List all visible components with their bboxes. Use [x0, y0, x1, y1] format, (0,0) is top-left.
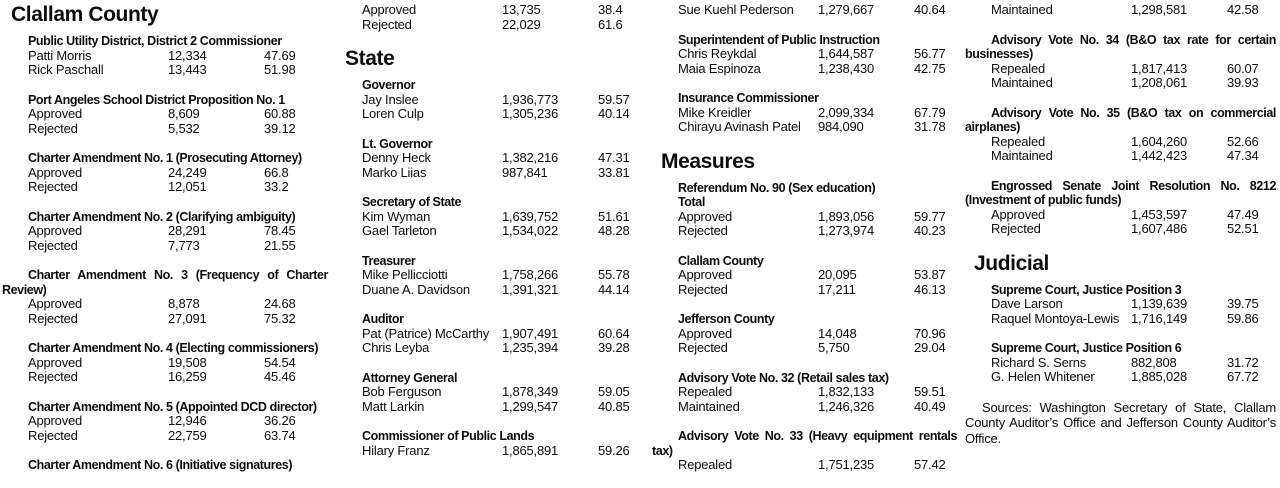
contest-continuation — [652, 3, 957, 18]
vote-percent: 57.42 — [914, 457, 946, 472]
candidate-name: Approved — [28, 296, 83, 311]
contest-title: Attorney General — [362, 370, 458, 385]
candidate-name: Raquel Montoya-Lewis — [991, 310, 1120, 326]
vote-count: 1,139,639 — [1131, 296, 1188, 311]
candidate-name: Rejected — [678, 340, 728, 355]
vote-count: 1,885,028 — [1131, 369, 1188, 384]
vote-percent: 36.26 — [264, 413, 296, 428]
vote-count: 1,298,581 — [1131, 2, 1188, 17]
candidate-name: Rejected — [28, 237, 78, 253]
vote-percent: 46.13 — [914, 281, 946, 297]
candidate-name: Repealed — [991, 133, 1046, 149]
contest-title: Engrossed Senate Joint Resolution No. 8212 (Investment of public funds) — [965, 178, 1276, 207]
candidate-name: Hilary Franz — [362, 442, 430, 458]
contest-block — [2, 268, 328, 326]
result-row — [362, 210, 644, 225]
vote-count: 1,865,891 — [502, 442, 559, 458]
contest-block — [336, 195, 644, 239]
vote-count: 12,334 — [168, 47, 207, 63]
contest-title: Auditor — [362, 312, 404, 326]
vote-percent: 78.45 — [264, 223, 296, 238]
result-row — [991, 76, 1276, 91]
candidate-name: Chris Leyba — [362, 340, 430, 355]
vote-percent: 52.66 — [1227, 133, 1259, 149]
contest-block — [336, 312, 644, 356]
vote-count: 1,644,587 — [818, 46, 875, 61]
vote-percent: 40.64 — [914, 2, 946, 17]
contest-title: Commissioner of Public Lands — [362, 429, 535, 443]
contest-block — [652, 371, 957, 415]
candidate-name: Dave Larson — [991, 296, 1063, 311]
vote-count: 22,759 — [168, 427, 207, 443]
vote-count: 1,208,061 — [1131, 75, 1188, 90]
candidate-name: Gael Tarleton — [362, 223, 437, 238]
contest-title: Port Angeles School District Proposition No. 1 — [28, 92, 285, 107]
candidate-name: Approved — [28, 106, 83, 121]
vote-count: 1,235,394 — [502, 340, 559, 355]
candidate-name: Approved — [678, 208, 733, 224]
contest-title: Secretary of State — [362, 195, 462, 209]
result-row — [362, 341, 644, 356]
vote-count: 1,758,266 — [502, 267, 559, 282]
source-note: Sources: Washington Secretary of State, Clallam County Auditor’s Office and Jefferson County Auditor’s Office. — [965, 399, 1276, 446]
candidate-name: Marko Liias — [362, 164, 427, 180]
result-row — [991, 370, 1276, 385]
vote-percent: 31.72 — [1227, 354, 1259, 370]
vote-count: 17,211 — [818, 281, 856, 297]
vote-count: 8,878 — [168, 296, 200, 311]
contest-block — [2, 210, 328, 254]
candidate-name: Approved — [28, 413, 83, 428]
contest-block — [652, 254, 957, 298]
contest-title: Public Utility District, District 2 Commissioner — [28, 34, 282, 48]
vote-count: 1,299,547 — [502, 398, 559, 414]
contest-title: Advisory Vote No. 33 (Heavy equipment rentals tax) — [652, 429, 957, 458]
vote-count: 1,238,430 — [818, 60, 875, 76]
vote-count: 1,751,235 — [818, 457, 875, 472]
result-row — [678, 210, 957, 225]
result-row — [678, 106, 957, 121]
vote-percent: 31.78 — [914, 119, 946, 134]
candidate-name: Rick Paschall — [28, 62, 104, 77]
vote-count: 5,532 — [168, 120, 200, 136]
result-row — [991, 312, 1276, 327]
vote-percent: 59.51 — [914, 384, 946, 399]
result-row — [678, 3, 957, 18]
result-row — [362, 3, 644, 18]
result-row — [28, 370, 328, 385]
candidate-name: Approved — [678, 325, 733, 341]
vote-count: 1,391,321 — [502, 281, 559, 297]
vote-count: 1,382,216 — [502, 150, 559, 165]
vote-count: 1,907,491 — [502, 325, 559, 341]
contest-title: Clallam County — [678, 253, 764, 268]
vote-count: 1,604,260 — [1131, 133, 1188, 149]
candidate-name: Approved — [28, 354, 83, 370]
candidate-name: Bob Ferguson — [362, 384, 442, 399]
candidate-name: Chirayu Avinash Patel — [678, 119, 801, 134]
candidate-name: Duane A. Davidson — [362, 281, 470, 297]
contest-block — [652, 429, 957, 473]
vote-count: 5,750 — [818, 340, 850, 355]
candidate-name: Maintained — [991, 2, 1053, 17]
result-row — [28, 356, 328, 371]
contest-block — [336, 78, 644, 122]
result-row — [678, 327, 957, 342]
result-row — [991, 297, 1276, 312]
candidate-name: Rejected — [28, 310, 78, 326]
candidate-name: Jay Inslee — [362, 91, 419, 107]
vote-percent: 61.6 — [598, 16, 623, 32]
result-row — [678, 385, 957, 400]
vote-percent: 60.88 — [264, 106, 296, 121]
vote-percent: 47.31 — [598, 150, 630, 165]
result-row — [362, 400, 644, 415]
contest-block — [965, 341, 1276, 385]
candidate-name: Mike Pellicciotti — [362, 267, 448, 282]
vote-percent: 55.78 — [598, 267, 630, 282]
vote-percent: 47.34 — [1227, 148, 1259, 163]
vote-percent: 40.85 — [598, 398, 630, 414]
candidate-name: Maintained — [991, 148, 1053, 163]
vote-count: 24,249 — [168, 164, 207, 180]
result-row — [678, 224, 957, 239]
result-row — [991, 356, 1276, 371]
result-row — [678, 268, 957, 283]
vote-count: 1,453,597 — [1131, 206, 1188, 222]
vote-count: 1,936,773 — [502, 91, 559, 107]
result-row — [678, 400, 957, 415]
vote-count: 13,443 — [168, 62, 207, 77]
result-row — [678, 47, 957, 62]
result-row — [362, 268, 644, 283]
vote-percent: 47.49 — [1227, 206, 1259, 222]
vote-percent: 59.77 — [914, 208, 946, 224]
candidate-name: Kim Wyman — [362, 208, 431, 224]
vote-percent: 60.64 — [598, 325, 630, 341]
candidate-name: Sue Kuehl Pederson — [678, 2, 794, 17]
candidate-name: Maintained — [991, 75, 1053, 90]
contest-block — [2, 151, 328, 195]
vote-percent: 40.49 — [914, 398, 946, 414]
candidate-name: Maia Espinoza — [678, 60, 761, 76]
candidate-name: Mike Kreidler — [678, 104, 752, 120]
vote-percent: 24.68 — [264, 296, 296, 311]
vote-count: 1,534,022 — [502, 223, 559, 238]
result-row — [28, 312, 328, 327]
contest-title: Charter Amendment No. 5 (Appointed DCD director) — [28, 399, 317, 414]
contest-block — [965, 106, 1276, 164]
contest-title: Charter Amendment No. 4 (Electing commissioners) — [28, 341, 319, 355]
candidate-name: Rejected — [28, 179, 78, 194]
contest-title: Advisory Vote No. 32 (Retail sales tax) — [678, 370, 889, 385]
vote-percent: 59.26 — [598, 442, 630, 458]
result-row — [678, 62, 957, 77]
section-title: Measures — [661, 149, 755, 173]
result-row — [28, 239, 328, 254]
result-row — [362, 93, 644, 108]
vote-count: 1,639,752 — [502, 208, 559, 224]
contest-title: Insurance Commissioner — [678, 91, 819, 105]
vote-count: 1,279,667 — [818, 2, 875, 17]
result-row — [991, 135, 1276, 150]
contest-title: Superintendent of Public Instruction — [678, 32, 880, 47]
result-row — [28, 297, 328, 312]
result-row — [362, 107, 644, 122]
result-row — [362, 444, 644, 459]
contest-subtitle: Total — [678, 195, 705, 209]
vote-count: 16,259 — [168, 369, 207, 384]
vote-count: 1,832,133 — [818, 384, 875, 399]
vote-count: 1,716,149 — [1131, 310, 1188, 326]
contest-title: Charter Amendment No. 6 (Initiative signatures) — [28, 458, 293, 472]
vote-percent: 59.57 — [598, 91, 630, 107]
contest-block — [336, 137, 644, 181]
candidate-name: Rejected — [28, 120, 78, 136]
contest-title: Charter Amendment No. 1 (Prosecuting Attorney) — [28, 151, 302, 165]
vote-percent: 53.87 — [914, 267, 946, 282]
candidate-name: Approved — [678, 267, 733, 282]
vote-count: 1,273,974 — [818, 223, 875, 238]
contest-block — [336, 254, 644, 298]
section-title: State — [345, 47, 395, 70]
vote-count: 8,609 — [168, 106, 200, 121]
vote-percent: 33.81 — [598, 164, 630, 180]
vote-count: 27,091 — [168, 310, 207, 326]
candidate-name: Patti Morris — [28, 47, 92, 63]
result-row — [991, 208, 1276, 223]
result-row — [28, 107, 328, 122]
candidate-name: Approved — [28, 164, 83, 180]
vote-percent: 38.4 — [598, 2, 623, 17]
vote-count: 12,946 — [168, 413, 207, 428]
vote-count: 987,841 — [502, 164, 548, 180]
vote-percent: 47.69 — [264, 47, 296, 63]
vote-percent: 59.05 — [598, 384, 630, 399]
vote-percent: 66.8 — [264, 164, 289, 180]
vote-percent: 44.14 — [598, 281, 630, 297]
candidate-name: Richard S. Serns — [991, 354, 1087, 370]
result-row — [362, 327, 644, 342]
result-row — [362, 18, 644, 33]
vote-count: 14,048 — [818, 325, 857, 341]
vote-percent: 40.14 — [598, 106, 630, 121]
vote-count: 1,246,326 — [818, 398, 875, 414]
candidate-name: Rejected — [362, 16, 412, 32]
vote-count: 1,442,423 — [1131, 148, 1188, 163]
vote-percent: 39.12 — [264, 120, 296, 136]
result-row — [362, 283, 644, 298]
candidate-name: Rejected — [28, 369, 78, 384]
vote-count: 20,095 — [818, 267, 857, 282]
candidate-name: Repealed — [678, 457, 733, 472]
result-row — [362, 385, 644, 400]
result-row — [28, 49, 328, 64]
contest-title: Advisory Vote No. 34 (B&O tax rate for certain businesses) — [965, 32, 1276, 61]
contest-continuation — [965, 3, 1276, 18]
vote-percent: 39.28 — [598, 340, 630, 355]
vote-count: 984,090 — [818, 119, 864, 134]
candidate-name: Matt Larkin — [362, 398, 425, 414]
vote-percent: 52.51 — [1227, 221, 1259, 236]
vote-percent: 29.04 — [914, 340, 946, 355]
contest-title: Charter Amendment No. 3 (Frequency of Charter Review) — [2, 268, 328, 297]
candidate-name: Loren Culp — [362, 106, 424, 121]
vote-count: 1,893,056 — [818, 208, 875, 224]
candidate-name: Rejected — [678, 281, 728, 297]
contest-block — [2, 341, 328, 385]
vote-count: 1,817,413 — [1131, 60, 1188, 76]
candidate-name: Chris Reykdal — [678, 46, 757, 61]
contest-block — [652, 312, 957, 356]
vote-count: 1,878,349 — [502, 384, 559, 399]
vote-percent: 54.54 — [264, 354, 296, 370]
vote-percent: 42.75 — [914, 60, 946, 76]
vote-count: 2,099,334 — [818, 104, 875, 120]
result-row — [991, 62, 1276, 77]
result-row — [991, 222, 1276, 237]
vote-count: 28,291 — [168, 223, 207, 238]
contest-title: Supreme Court, Justice Position 3 — [991, 282, 1182, 297]
candidate-name: Approved — [28, 223, 83, 238]
candidate-name: G. Helen Whitener — [991, 369, 1095, 384]
vote-percent: 67.79 — [914, 104, 946, 120]
result-row — [362, 224, 644, 239]
contest-block — [652, 33, 957, 77]
candidate-name: Approved — [991, 206, 1046, 222]
vote-percent: 59.86 — [1227, 310, 1259, 326]
result-row — [28, 429, 328, 444]
vote-count: 22,029 — [502, 16, 541, 32]
contest-block — [2, 34, 328, 78]
candidate-name: Repealed — [991, 60, 1046, 76]
contest-title: Jefferson County — [678, 312, 775, 326]
contest-block — [965, 33, 1276, 91]
vote-percent: 51.61 — [598, 208, 630, 224]
candidate-name: Rejected — [28, 427, 78, 443]
section-title: Clallam County — [11, 3, 159, 26]
contest-block — [2, 93, 328, 137]
contest-title: Governor — [362, 78, 416, 92]
result-row — [28, 414, 328, 429]
vote-percent: 60.07 — [1227, 60, 1259, 76]
vote-percent: 39.75 — [1227, 296, 1259, 311]
results-column — [336, 3, 644, 488]
result-row — [362, 166, 644, 181]
vote-percent: 75.32 — [264, 310, 296, 326]
vote-count: 7,773 — [168, 237, 200, 253]
result-row — [678, 120, 957, 135]
result-row — [678, 283, 957, 298]
contest-title: Lt. Governor — [362, 136, 433, 151]
vote-count: 882,808 — [1131, 354, 1177, 370]
candidate-name: Maintained — [678, 398, 740, 414]
vote-percent: 63.74 — [264, 427, 296, 443]
vote-percent: 21.55 — [264, 237, 296, 253]
vote-count: 1,305,236 — [502, 106, 559, 121]
contest-block — [965, 179, 1276, 237]
vote-percent: 40.23 — [914, 223, 946, 238]
contest-title: Advisory Vote No. 35 (B&O tax on commercial airplanes) — [965, 105, 1276, 134]
results-column — [965, 3, 1276, 488]
candidate-name: Repealed — [678, 384, 733, 399]
vote-percent: 33.2 — [264, 179, 289, 194]
vote-count: 13,735 — [502, 2, 541, 17]
contest-block — [336, 429, 644, 458]
vote-percent: 42.58 — [1227, 2, 1259, 17]
vote-count: 12,051 — [168, 179, 207, 194]
candidate-name: Rejected — [991, 221, 1041, 236]
vote-percent: 39.93 — [1227, 75, 1259, 90]
vote-percent: 67.72 — [1227, 369, 1259, 384]
vote-count: 19,508 — [168, 354, 207, 370]
candidate-name: Pat (Patrice) McCarthy — [362, 325, 490, 341]
contest-block — [2, 400, 328, 444]
result-row — [678, 341, 957, 356]
result-row — [991, 149, 1276, 164]
candidate-name: Approved — [362, 2, 417, 17]
contest-block — [2, 458, 328, 473]
results-column — [652, 3, 957, 488]
result-row — [28, 122, 328, 137]
result-row — [28, 166, 328, 181]
contest-block — [652, 181, 957, 239]
vote-percent: 45.46 — [264, 369, 296, 384]
vote-percent: 51.98 — [264, 62, 296, 77]
result-row — [28, 180, 328, 195]
contest-block — [652, 91, 957, 135]
contest-block — [965, 283, 1276, 327]
result-row — [991, 3, 1276, 18]
result-row — [678, 458, 957, 473]
results-column — [2, 3, 328, 488]
contest-continuation — [336, 3, 644, 32]
vote-percent: 56.77 — [914, 46, 946, 61]
vote-percent: 70.96 — [914, 325, 946, 341]
vote-percent: 48.28 — [598, 223, 630, 238]
contest-title: Charter Amendment No. 2 (Clarifying ambiguity) — [28, 209, 296, 224]
contest-block — [336, 371, 644, 415]
contest-title: Treasurer — [362, 253, 416, 268]
result-row — [362, 151, 644, 166]
candidate-name: Denny Heck — [362, 150, 431, 165]
vote-count: 1,607,486 — [1131, 221, 1188, 236]
contest-title: Supreme Court, Justice Position 6 — [991, 341, 1182, 355]
section-title: Judicial — [974, 251, 1049, 275]
candidate-name: Rejected — [678, 223, 728, 238]
result-row — [28, 63, 328, 78]
contest-title: Referendum No. 90 (Sex education) — [678, 180, 876, 195]
result-row — [28, 224, 328, 239]
